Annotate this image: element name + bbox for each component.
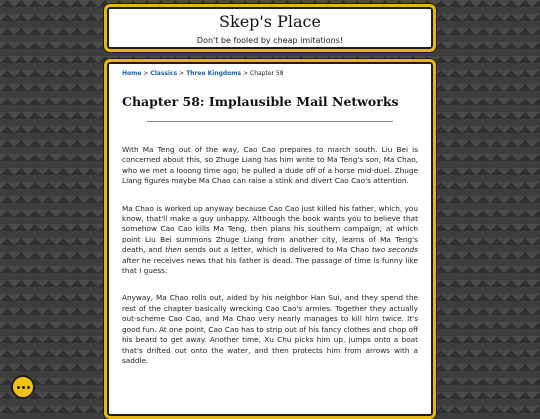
- breadcrumb: [122, 70, 418, 78]
- paragraph-2: [122, 204, 418, 277]
- paragraph-2-text-a: Ma Chao is worked up anyway because Cao Cao just killed his father, which, you know, that'll make a guy unhappy. Although the book wants you to believe that somehow Cao Cao kills Ma Teng, then plans his southern campaign; at which point Liu Bei summons Zhuge Liang from another city, learns of Ma Teng's death, and: [122, 203, 418, 255]
- breadcrumb-three-kingdoms-link[interactable]: Three Kingdoms: [186, 70, 242, 77]
- breadcrumb-home-link[interactable]: Home: [122, 70, 142, 77]
- breadcrumb-current: Chapter 58: [250, 70, 284, 77]
- breadcrumb-separator: >: [179, 70, 185, 77]
- breadcrumb-separator: >: [243, 70, 249, 77]
- paragraph-3: Anyway, Ma Chao rolls out, aided by his neighbor Han Sui, and they spend the rest of the chapter basically wrecking Cao Cao's armies. Together they actually out-scheme Cao Cao, and Ma Chao very nearly manages to kill him twice. It's good fun. At one point, Cao Cao has to strip out of his fancy clothes and chop off his beard to get away. Another time, Xu Chu picks him up, jumps onto a boat that's drifted out onto the water, and then protects him from arrows with a saddle.: [122, 293, 418, 365]
- more-dots-icon: [17, 386, 20, 389]
- chapter-title: Chapter 58: Implausible Mail Networks: [122, 94, 399, 109]
- paragraph-1: With Ma Teng out of the way, Cao Cao prepares to march south. Liu Bei is concerned about this, so Zhuge Liang has him write to Ma Teng's son, Ma Chao, who we met a looong time ago; he pulled a dude off of a horse mid-duel. Zhuge Liang figures maybe Ma Chao can raise a stink and divert Cao Cao's attention.: [122, 145, 418, 186]
- breadcrumb-separator: >: [143, 70, 149, 77]
- emphasis-then: then: [165, 245, 182, 255]
- emphasis-two-seconds: two seconds: [371, 245, 418, 255]
- title-divider: [147, 121, 393, 122]
- more-options-button[interactable]: [11, 375, 35, 399]
- paragraph-2-text-c: after he receives news that his father is dead. The passage of time is funny like that I guess.: [122, 255, 418, 276]
- more-dots-icon: [22, 386, 25, 389]
- content-panel: [104, 59, 436, 419]
- site-header: [104, 4, 436, 52]
- more-dots-icon: [27, 386, 30, 389]
- paragraph-2-text-b: sends out a letter, which is delivered to Ma Chao: [181, 245, 372, 255]
- breadcrumb-classics-link[interactable]: Classics: [150, 70, 178, 77]
- site-tagline: Don't be fooled by cheap imitations!: [196, 36, 344, 45]
- site-title[interactable]: Skep's Place: [219, 12, 321, 31]
